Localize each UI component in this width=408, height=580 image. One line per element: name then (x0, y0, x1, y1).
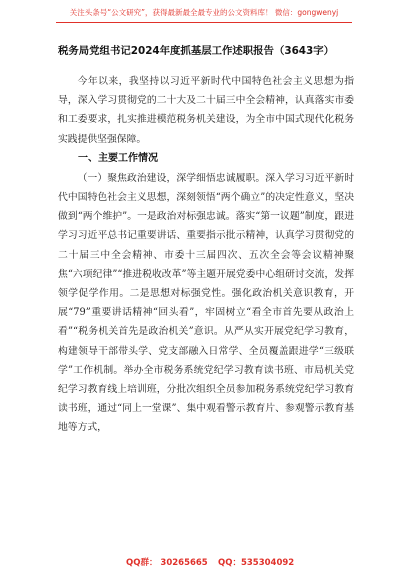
intro-paragraph: 今年以来，我坚持以习近平新时代中国特色社会主义思想为指导，深入学习贯彻党的二十大及二十届三中全会精神，认真落实市委和工委要求，扎实推进模范税务机关建设，为全市中国式现代化税务实践提供坚强保障。 (58, 76, 354, 145)
qq-group-number: QQ群： 30265665 (126, 558, 208, 568)
top-banner: 关注头条号“公文研究”，获得最新最全最专业的公文资料库！ 微信：gongwenyj (69, 8, 339, 17)
qq-number: QQ：535304092 (218, 558, 295, 568)
banner-divider (56, 22, 352, 23)
section-paragraph: （一）聚焦政治建设，深学细悟忠诚履职。深入学习习近平新时代中国特色社会主义思想，深刻领悟“两个确立”的决定性意义，坚决做到“两个维护”。一是政治对标强忠诚。落实“第一议题”制度，跟进学习习近平总书记重要讲话、重要指示批示精神，认真学习贯彻党的二十届三中全会精神、市委十三届四次、五次全会等会议精神聚焦“六项纪律”“推进税收改革”等主题开展党委中心组研讨交流，发挥领学促学作用。二是思想对标强党性。强化政治机关意识教育，开展“79”重要讲话精神“回头看”，牢固树立“看全市首先要从政治上看”“税务机关首先是政治机关”意识。从严从实开展党纪学习教育，构建领导干部带头学、党支部融入日常学、全员覆盖跟进学“三级联学”工作机制。举办全市税务系统党纪学习教育读书班、市局机关党纪学习教育线上培训班，分批次组织全员参加税务系统党纪学习教育读书班，通过“同上一堂课”、集中观看警示教育片、参观警示教育基地等方式， (58, 172, 354, 434)
document-title: 税务局党组书记2024年度抓基层工作述职报告（3643字） (58, 45, 335, 57)
section-heading: 一、主要工作情况 (78, 152, 158, 164)
document-body (58, 72, 354, 438)
